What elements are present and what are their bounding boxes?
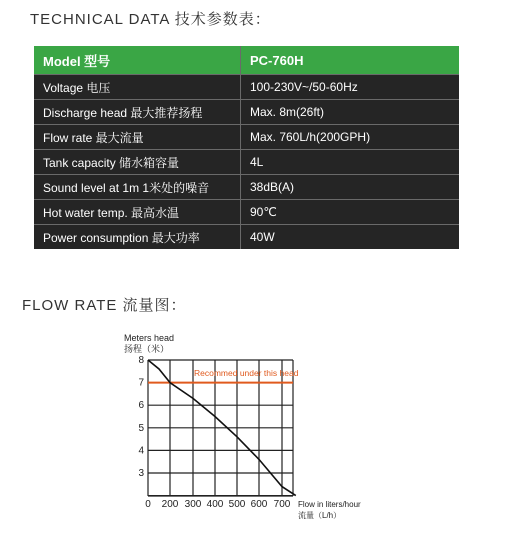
spec-label: Discharge head 最大推荐扬程 bbox=[34, 100, 241, 125]
spec-header-value: PC-760H bbox=[241, 46, 460, 75]
spec-value: 100-230V~/50-60Hz bbox=[241, 75, 460, 100]
flow-rate-heading: FLOW RATE 流量图： bbox=[22, 297, 187, 314]
y-axis-label: Meters head bbox=[124, 333, 175, 343]
chart-grid bbox=[148, 360, 293, 496]
y-tick-label: 5 bbox=[138, 422, 144, 434]
spec-label: Hot water temp. 最高水温 bbox=[34, 200, 241, 225]
spec-value: 4L bbox=[241, 150, 460, 175]
spec-value: 40W bbox=[241, 225, 460, 250]
x-tick-label: 400 bbox=[206, 499, 224, 510]
y-axis-label-cn: 扬程（米） bbox=[124, 344, 170, 354]
spec-label: Tank capacity 储水箱容量 bbox=[34, 150, 241, 175]
y-tick-label: 7 bbox=[138, 377, 144, 389]
spec-header-label: Model 型号 bbox=[34, 46, 241, 75]
x-tick-label: 700 bbox=[273, 499, 291, 510]
spec-label: Flow rate 最大流量 bbox=[34, 125, 241, 150]
spec-value: 38dB(A) bbox=[241, 175, 460, 200]
x-tick-label: 0 bbox=[145, 499, 151, 510]
spec-value: 90℃ bbox=[241, 200, 460, 225]
spec-label: Sound level at 1m 1米处的噪音 bbox=[34, 175, 241, 200]
technical-data-heading: TECHNICAL DATA 技术参数表： bbox=[30, 11, 271, 28]
x-tick-label: 500 bbox=[228, 499, 246, 510]
x-tick-label: 300 bbox=[184, 499, 202, 510]
reference-line-label: Recommed under this head bbox=[194, 368, 299, 378]
y-tick-label: 3 bbox=[138, 468, 144, 479]
y-tick-label: 4 bbox=[138, 445, 144, 457]
x-axis-label: Flow in liters/hour bbox=[298, 500, 361, 509]
y-tick-label: 8 bbox=[138, 355, 144, 366]
x-axis-label-cn: 流量（L/h） bbox=[298, 511, 342, 520]
spec-label: Voltage 电压 bbox=[34, 75, 241, 100]
spec-value: Max. 760L/h(200GPH) bbox=[241, 125, 460, 150]
y-tick-label: 6 bbox=[138, 400, 144, 412]
x-tick-label: 200 bbox=[161, 499, 179, 510]
spec-value: Max. 8m(26ft) bbox=[241, 100, 460, 125]
x-tick-label: 600 bbox=[250, 499, 268, 510]
spec-label: Power consumption 最大功率 bbox=[34, 225, 241, 250]
